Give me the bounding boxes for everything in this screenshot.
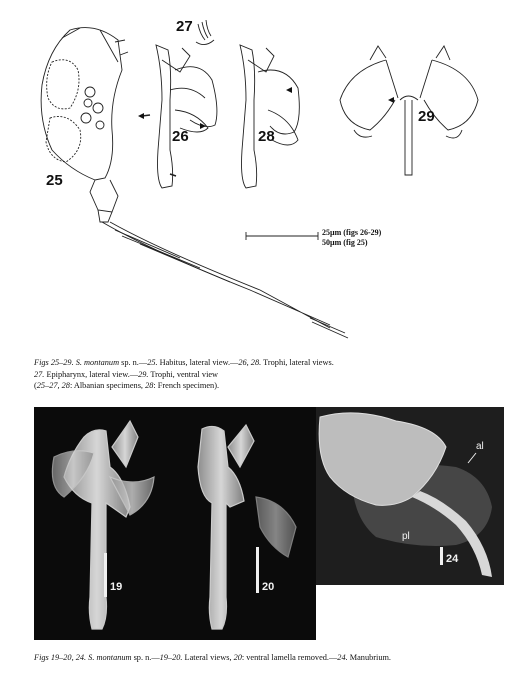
- trophi-drawing-fig29: [340, 46, 478, 175]
- epipharynx-drawing-fig27: [196, 20, 214, 45]
- figure-number-19: 19: [110, 581, 123, 593]
- caption-ref-24: 24.: [337, 653, 348, 662]
- trophi-drawing-fig28: [240, 45, 299, 188]
- caption-ref-26-28: 26, 28.: [238, 358, 262, 367]
- figure-number-24: 24: [446, 553, 459, 565]
- caption-figs: Figs 25–29.: [34, 358, 74, 367]
- caption-text: Epipharynx, lateral view.—: [44, 369, 139, 379]
- scale-bar-legend: [322, 228, 381, 248]
- scale-line-2: 50µm (fig 25): [322, 238, 368, 247]
- caption-text: : ventral lamella removed.—: [241, 653, 338, 662]
- figure-number-25: 25: [46, 172, 63, 189]
- caption-text: : Albanian specimens,: [69, 381, 146, 390]
- caption-ref-29: 29.: [138, 369, 149, 379]
- habitus-drawing-fig25: [41, 28, 348, 338]
- figure-number-20: 20: [262, 581, 275, 593]
- sem-photo-figs-19-20: [34, 407, 316, 640]
- caption-text: Habitus, lateral view.—: [157, 358, 239, 367]
- caption-text: Trophi, ventral view: [148, 369, 219, 379]
- caption-figs-19-20-24: [34, 652, 514, 664]
- caption-ref: 25–27, 28: [36, 381, 70, 390]
- caption-text: (: [34, 381, 37, 390]
- label-al: al: [476, 441, 484, 452]
- caption-ref-25: 25.: [147, 358, 158, 367]
- caption-text: Lateral views,: [182, 653, 234, 662]
- figure-number-28: 28: [258, 128, 275, 145]
- caption-ref-19-20: 19–20.: [159, 653, 183, 662]
- scale-line-1: 25µm (figs 26-29): [322, 228, 382, 237]
- caption-text: Trophi, lateral views.: [261, 358, 334, 367]
- caption-text: sp. n.—: [119, 358, 148, 367]
- caption-figs: Figs 19–20, 24.: [34, 653, 87, 662]
- caption-text: Manubrium.: [347, 653, 391, 662]
- sem-manubrium-image: [316, 407, 504, 585]
- figure-number-26: 26: [172, 128, 189, 145]
- caption-ref-20: 20: [233, 653, 242, 662]
- sem-trophi-image: [34, 407, 316, 640]
- sem-photo-fig-24: [316, 407, 504, 585]
- trophi-drawing-fig26: [142, 45, 217, 188]
- caption-figs-25-29: [34, 357, 504, 392]
- caption-text: : French specimen).: [153, 381, 220, 390]
- figure-number-27: 27: [176, 18, 193, 35]
- caption-species: S. montanum: [75, 358, 120, 367]
- caption-ref: 28: [145, 381, 154, 390]
- label-pl: pl: [402, 531, 410, 542]
- caption-text: sp. n.—: [131, 653, 160, 662]
- caption-species: S. montanum: [88, 653, 132, 662]
- scale-bar: [246, 232, 318, 240]
- figure-number-29: 29: [418, 108, 435, 125]
- caption-ref-27: 27.: [34, 369, 45, 379]
- line-drawings-figs-25-29: [0, 0, 525, 345]
